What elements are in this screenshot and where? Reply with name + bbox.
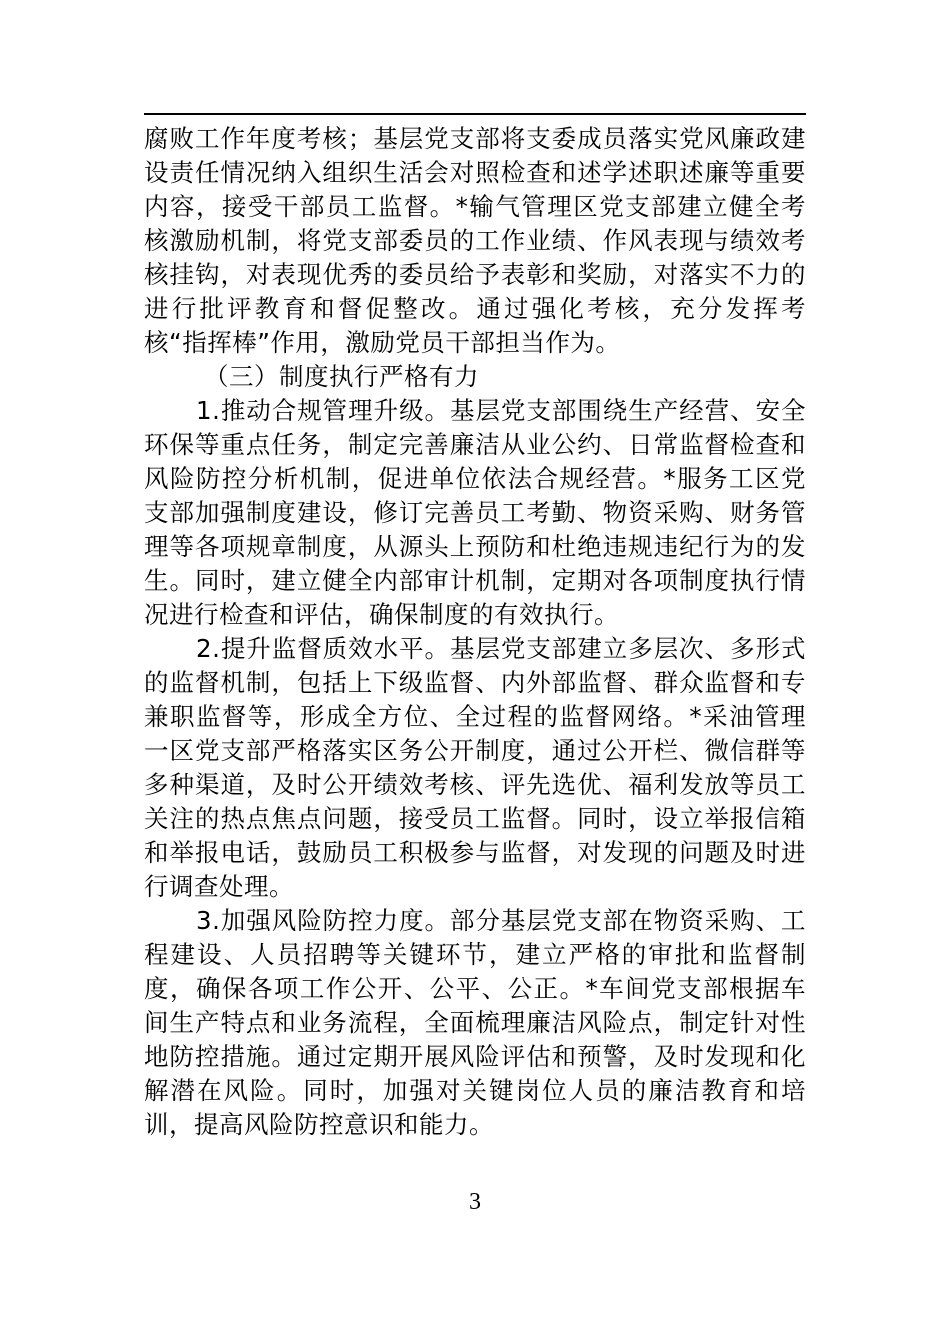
page-number: 3 [469, 1189, 481, 1215]
header-rule [144, 113, 806, 115]
paragraph-risk-control: 3.加强风险防控力度。部分基层党支部在物资采购、工程建设、人员招聘等关键环节，建立严格的审批和监督制度，确保各项工作公开、公平、公正。*车间党支部根据车间生产特点和业务流程，全面梳理廉洁风险点，制定针对性地防控措施。通过定期开展风险评估和预警，及时发现和化解潜在风险。同时，加强对关键岗位人员的廉洁教育和培训，提高风险防控意识和能力。 [144, 906, 806, 1139]
paragraph-compliance: 1.推动合规管理升级。基层党支部围绕生产经营、安全环保等重点任务，制定完善廉洁从业公约、日常监督检查和风险防控分析机制，促进单位依法合规经营。*服务工区党支部加强制度建设，修订完善员工考勤、物资采购、财务管理等各项规章制度，从源头上预防和杜绝违规违纪行为的发生。同时，建立健全内部审计机制，定期对各项制度执行情况进行检查和评估，确保制度的有效执行。 [144, 396, 806, 629]
paragraph-supervision: 2.提升监督质效水平。基层党支部建立多层次、多形式的监督机制，包括上下级监督、内外部监督、群众监督和专兼职监督等，形成全方位、全过程的监督网络。*采油管理一区党支部严格落实区务公开制度，通过公开栏、微信群等多种渠道，及时公开绩效考核、评先选优、福利发放等员工关注的热点焦点问题，接受员工监督。同时，设立举报信箱和举报电话，鼓励员工积极参与监督，对发现的问题及时进行调查处理。 [144, 634, 806, 901]
document-body [144, 122, 806, 1142]
paragraph-assessment-continuation: 腐败工作年度考核；基层党支部将支委成员落实党风廉政建设责任情况纳入组织生活会对照检查和述学述职述廉等重要内容，接受干部员工监督。*输气管理区党支部建立健全考核激励机制，将党支部委员的工作业绩、作风表现与绩效考核挂钩，对表现优秀的委员给予表彰和奖励，对落实不力的进行批评教育和督促整改。通过强化考核，充分发挥考核“指挥棒”作用，激励党员干部担当作为。 [144, 124, 806, 357]
section-heading: （三）制度执行严格有力 [204, 362, 479, 391]
